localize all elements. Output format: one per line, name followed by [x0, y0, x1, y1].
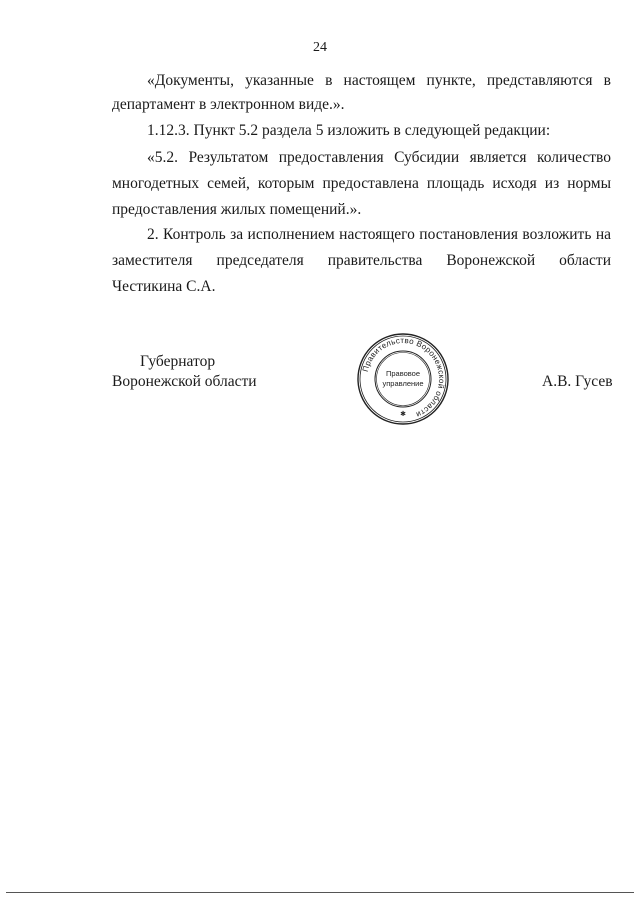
- stamp-graphic: [356, 332, 450, 426]
- signer-position-line-2: Воронежской области: [112, 373, 257, 390]
- stamp-outer-text: Правительство Воронежской области: [360, 335, 447, 420]
- paragraph-4-line-1: 2. Контроль за исполнением настоящего постановления возложить на: [147, 226, 611, 243]
- signer-position-line-1: Губернатор: [140, 353, 216, 370]
- page-bottom-rule: [6, 892, 634, 893]
- paragraph-3-line-1: «5.2. Результатом предоставления Субсидии является количество: [147, 149, 611, 166]
- paragraph-1-line-2: департамент в электронном виде.».: [112, 96, 345, 113]
- paragraph-4-line-2: заместителя председателя правительства Воронежской области: [112, 252, 611, 269]
- stamp-star-icon: ✱: [400, 410, 406, 418]
- stamp-inner-line-1: Правовое: [385, 369, 421, 378]
- paragraph-4-line-3: Честикина С.А.: [112, 278, 216, 295]
- paragraph-1-line-1: «Документы, указанные в настоящем пункте, представляются в: [147, 72, 611, 89]
- paragraph-2-line-1: 1.12.3. Пункт 5.2 раздела 5 изложить в следующей редакции:: [147, 122, 551, 139]
- paragraph-3-line-2: многодетных семей, которым предоставлена площадь исходя из нормы: [112, 175, 611, 192]
- page-number: 24: [313, 40, 327, 55]
- official-stamp: [356, 332, 450, 426]
- stamp-inner-line-2: управление: [382, 379, 424, 388]
- paragraph-3-line-3: предоставления жилых помещений.».: [112, 201, 362, 218]
- signer-name: А.В. Гусев: [542, 373, 613, 390]
